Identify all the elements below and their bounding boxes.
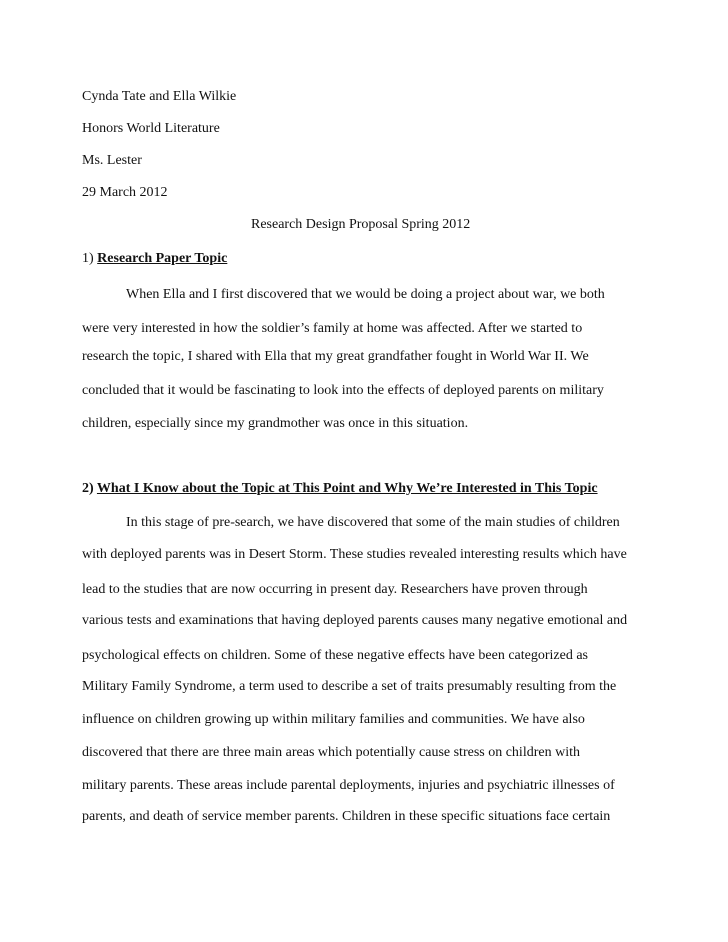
section-2-line: influence on children growing up within military families and communities. We have also (82, 712, 585, 727)
author-line: Cynda Tate and Ella Wilkie (82, 89, 237, 104)
section-1-number: 1) (82, 251, 98, 266)
section-2-line: military parents. These areas include parental deployments, injuries and psychiatric illnesses of (82, 778, 615, 793)
section-1-line: concluded that it would be fascinating to look into the effects of deployed parents on military (82, 383, 604, 398)
section-1-line: children, especially since my grandmother was once in this situation. (82, 416, 469, 431)
section-2-line: lead to the studies that are now occurring in present day. Researchers have proven through (82, 582, 588, 597)
section-2-number: 2) (82, 481, 97, 496)
teacher-line: Ms. Lester (82, 153, 142, 168)
section-1-title: Research Paper Topic (97, 251, 228, 266)
section-2-line: discovered that there are three main areas which potentially cause stress on children with (82, 745, 580, 760)
course-line: Honors World Literature (82, 121, 220, 136)
document-title: Research Design Proposal Spring 2012 (251, 217, 471, 232)
section-2-line: various tests and examinations that having deployed parents causes many negative emotional and (82, 613, 628, 628)
section-2-title: What I Know about the Topic at This Point and Why We’re Interested in This Topic (96, 481, 598, 496)
section-2-line: with deployed parents was in Desert Storm. These studies revealed interesting results which have (82, 547, 627, 562)
section-2-line: Military Family Syndrome, a term used to describe a set of traits presumably resulting from the (82, 679, 617, 694)
section-1-line: When Ella and I first discovered that we would be doing a project about war, we both (126, 287, 605, 302)
section-2-line: psychological effects on children. Some of these negative effects have been categorized as (82, 648, 588, 663)
section-1-line: were very interested in how the soldier’s family at home was affected. After we started to (82, 321, 583, 336)
section-2-heading (82, 480, 598, 498)
section-2-line: In this stage of pre-search, we have discovered that some of the main studies of children (126, 515, 620, 530)
section-1-line: research the topic, I shared with Ella that my great grandfather fought in World War II. We (82, 349, 589, 364)
date-line: 29 March 2012 (82, 185, 168, 200)
section-2-line: parents, and death of service member parents. Children in these specific situations face certain (82, 809, 611, 824)
section-1-heading (82, 250, 227, 268)
